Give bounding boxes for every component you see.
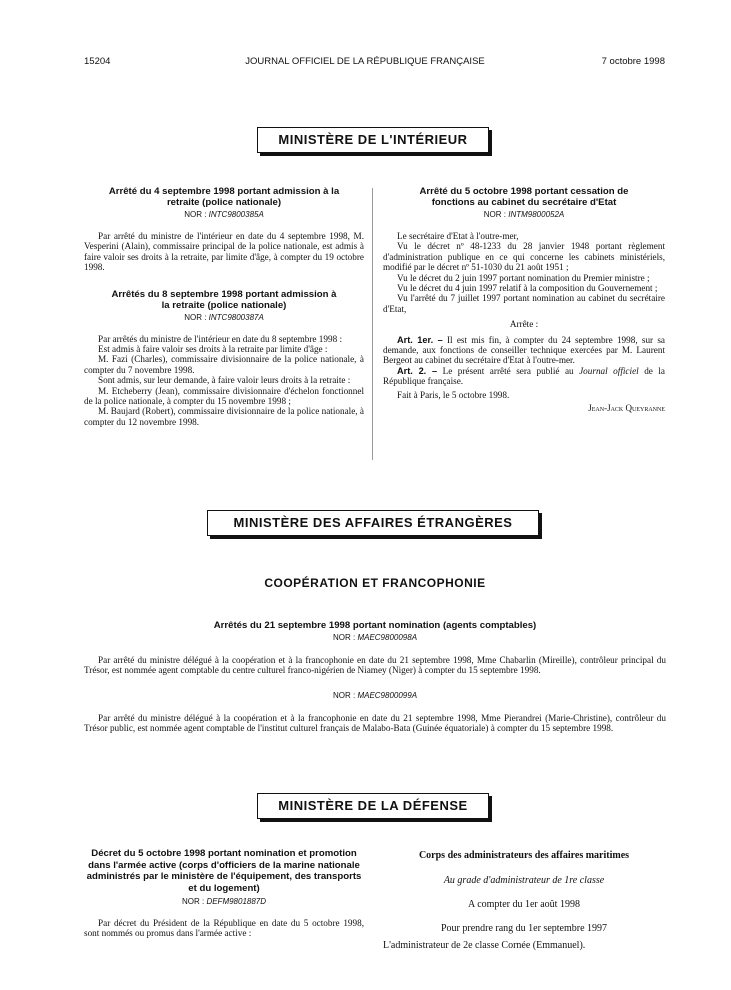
journal-title: JOURNAL OFFICIEL DE LA RÉPUBLIQUE FRANÇAISE: [245, 56, 485, 67]
arrete-title: Arrêté du 5 octobre 1998 portant cessation de fonctions au cabinet du secrétaire d'Etat: [419, 186, 629, 208]
paragraph: Par arrêté du ministre délégué à la coopération et à la francophonie en date du 21 septembre 1998, Mme Chabarlin (Mireille), contrôleur principal du Trésor, est nommée agent comptable du centre culturel franco-nigérien de Niamey (Niger) à compter du 15 septembre 1998.: [84, 655, 666, 676]
nor-label: NOR :: [184, 312, 207, 322]
nor-code: MAEC9800098A: [357, 633, 418, 642]
nor-line: [84, 313, 364, 322]
article-text: Il est mis fin, à compter du 24 septembre 1998, sur sa demande, aux fonctions de conseiller technique exercées par M. Laurent Bergeot au cabinet du secrétaire d'Etat à l'outre-mer.: [383, 334, 665, 366]
defense-left-column: [84, 848, 364, 939]
paragraph: Sont admis, sur leur demande, à faire valoir leurs droits à la retraite :: [98, 375, 351, 386]
paragraph: Le secrétaire d'Etat à l'outre-mer,: [397, 231, 519, 241]
nor-label: NOR :: [332, 691, 356, 700]
journal-name: Journal officiel: [579, 365, 639, 376]
interieur-right-column: [383, 186, 665, 414]
paragraph: Par arrêtés du ministre de l'intérieur en date du 8 septembre 1998 :: [98, 333, 343, 344]
defense-right-column: [383, 850, 665, 951]
nor-line: [84, 633, 666, 642]
arrete-title: Arrêtés du 21 septembre 1998 portant nomination (agents comptables): [213, 620, 537, 631]
paragraph: Vu le décret nº 48-1233 du 28 janvier 1948 portant règlement d'administration publique en ce qui concerne les cabinets ministériels, modifié par le décret nº 51-1030 du 21 août 1951 ;: [383, 241, 665, 273]
nor-code: INTM9800052A: [508, 210, 565, 219]
paragraph: Vu le décret du 2 juin 1997 portant nomination du Premier ministre ;: [397, 272, 650, 283]
paragraph: Par arrêté du ministre délégué à la coopération et à la francophonie en date du 21 septembre 1998, Mme Pierandrei (Marie-Christine), contrôleur du Trésor public, est nommée agent comptable de l'institut culturel français de Malabo-Bata (Guinée équatoriale) à compter du 15 septembre 1998.: [84, 713, 666, 734]
paragraph: M. Baujard (Robert), commissaire divisionnaire de la police nationale, à compter du 12 novembre 1998.: [84, 406, 364, 427]
ministry-affaires-title: MINISTÈRE DES AFFAIRES ÉTRANGÈRES: [207, 510, 539, 536]
name-line: L'administrateur de 2e classe Cornée (Emmanuel).: [383, 940, 586, 951]
paragraph: Vu le décret du 4 juin 1997 relatif à la composition du Gouvernement ;: [397, 283, 658, 294]
nor-label: NOR :: [181, 897, 205, 906]
paragraph: Est admis à faire valoir ses droits à la retraite par limite d'âge :: [98, 344, 328, 355]
paragraph: Par arrêté du ministre de l'intérieur en date du 4 septembre 1998, M. Vesperini (Alain), commissaire principal de la police nationale, est admis à faire valoir ses droits à la retraite, par limite d'âge, à compter du 19 octobre 1998.: [84, 231, 364, 273]
signature: Jean-Jack Queyranne: [588, 403, 665, 414]
decret-title: Décret du 5 octobre 1998 portant nomination et promotion dans l'armée active (corps d'officiers de la marine nationale administrés par le ministère de l'équipement, des transports et du logement): [86, 848, 362, 894]
nor-label: NOR :: [483, 210, 506, 219]
article-label: Art. 2. –: [397, 365, 438, 376]
interieur-left-column: [84, 186, 364, 427]
article-label: Art. 1er. –: [397, 334, 443, 345]
nor-code: INTC9800385A: [208, 210, 264, 219]
nor-line: [383, 210, 665, 219]
nor-label: NOR :: [184, 210, 207, 219]
nor-line: [84, 210, 364, 219]
ministry-interieur-title: MINISTÈRE DE L'INTÉRIEUR: [257, 127, 489, 153]
arrete-word: Arrête :: [509, 319, 539, 330]
page-number: 15204: [84, 56, 111, 67]
article-1: [383, 335, 665, 366]
article-text: de la République française.: [383, 365, 665, 387]
article-text: Le présent arrêté sera publié au: [442, 365, 580, 376]
nor-code: MAEC9800099A: [357, 691, 418, 700]
article-2: [383, 366, 665, 387]
nor-code: INTC9800387A: [208, 312, 264, 322]
arrete-title: Arrêté du 4 septembre 1998 portant admission à la retraite (police nationale): [108, 186, 340, 208]
paragraph: M. Fazi (Charles), commissaire divisionnaire de la police nationale, à compter du 7 novembre 1998.: [84, 354, 364, 375]
paragraph: Par décret du Président de la République en date du 5 octobre 1998, sont nommés ou promus dans l'armée active :: [84, 918, 364, 939]
rang-line: Pour prendre rang du 1er septembre 1997: [440, 923, 608, 934]
nor-code: DEFM9801887D: [206, 897, 267, 906]
ministry-defense-title: MINISTÈRE DE LA DÉFENSE: [257, 793, 489, 819]
arrete-title: Arrêtés du 8 septembre 1998 portant admission à la retraite (police nationale): [111, 288, 337, 311]
date-line: A compter du 1er août 1998: [468, 899, 580, 910]
paragraph: M. Etcheberry (Jean), commissaire divisionnaire d'échelon fonctionnel de la police nationale, à compter du 15 novembre 1998 ;: [84, 385, 364, 407]
column-divider: [372, 188, 373, 460]
section-subtitle: COOPÉRATION ET FRANCOPHONIE: [264, 576, 486, 590]
paragraph: Vu l'arrêté du 7 juillet 1997 portant nomination au cabinet du secrétaire d'Etat,: [383, 293, 665, 314]
nor-line: [84, 691, 666, 700]
nor-line: [84, 897, 364, 906]
corps-title: Corps des administrateurs des affaires maritimes: [418, 850, 630, 861]
fait-line: Fait à Paris, le 5 octobre 1998.: [397, 389, 510, 400]
nor-label: NOR :: [332, 633, 356, 642]
issue-date: 7 octobre 1998: [601, 56, 665, 67]
grade-line: Au grade d'administrateur de 1re classe: [443, 875, 605, 886]
